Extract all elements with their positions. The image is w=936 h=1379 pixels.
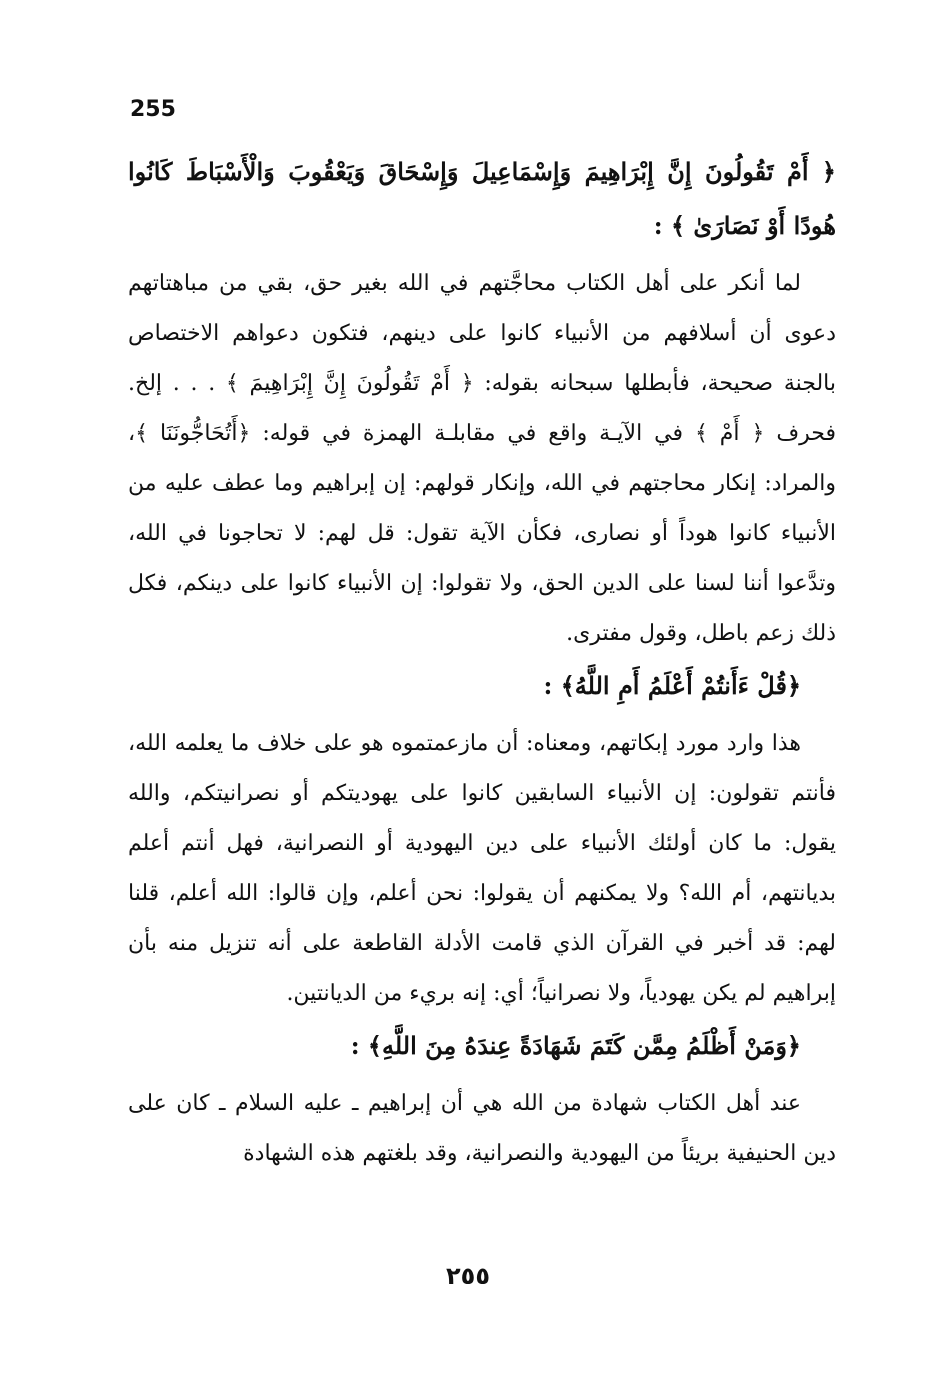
page-body — [128, 145, 836, 1179]
page-number-top: 255 — [130, 97, 176, 122]
quran-verse-heading: ﴿وَمَنْ أَظْلَمُ مِمَّن كَتَمَ شَهَادَةً عِندَهُ مِنَ اللَّهِ﴾ : — [350, 1031, 801, 1060]
page-number-bottom: ٢٥٥ — [446, 1262, 490, 1290]
commentary-paragraph: لما أنكر على أهل الكتاب محاجَّتهم في الله بغير حق، بقي من مباهتاتهم دعوى أن أسلافهم من الأنبياء كانوا على دينهم، فتكون دعواهم الاختصاص بالجنة صحيحة، فأبطلها سبحانه بقوله: ﴿ أَمْ تَقُولُونَ إِنَّ إِبْرَاهِيمَ ﴾ . . . إلخ. فحرف ﴿ أَمْ ﴾ في الآيـة واقع في مقابلـة الهمزة في قوله: ﴿أَتُحَاجُّونَنَا ﴾، والمراد: إنكار محاجتهم في الله، وإنكار قولهم: إن إبراهيم وما عطف عليه من الأنبياء كانوا هوداً أو نصارى، فكأن الآية تقول: قل لهم: لا تحاجونا في الله، وتدَّعوا أننا لسنا على الدين الحق، ولا تقولوا: إن الأنبياء كانوا على دينكم، فكل ذلك زعم باطل، وقول مفترى. — [128, 271, 837, 646]
quran-verse-heading: ﴿ أَمْ تَقُولُونَ إِنَّ إِبْرَاهِيمَ وَإِسْمَاعِيلَ وَإِسْحَاقَ وَيَعْقُوبَ وَالْأَسْبَاطَ كَانُوا هُودًا أَوْ نَصَارَىٰ ﴾ : — [128, 157, 836, 240]
commentary-paragraph: عند أهل الكتاب شهادة من الله هي أن إبراهيم ـ عليه السلام ـ كان على دين الحنيفية بريئاً من اليهودية والنصرانية، وقد بلغتهم هذه الشهادة — [128, 1091, 836, 1166]
commentary-paragraph: هذا وارد مورد إبكاتهم، ومعناه: أن مازعمتموه هو على خلاف ما يعلمه الله، فأنتم تقولون: إن الأنبياء السابقين كانوا على يهوديتكم أو نصرانيتكم، والله يقول: ما كان أولئك الأنبياء على دين اليهودية أو النصرانية، فهل أنتم أعلم بديانتهم، أم الله؟ ولا يمكنهم أن يقولوا: نحن أعلم، وإن قالوا: الله أعلم، قلنا لهم: قد أخبر في القرآن الذي قامت الأدلة القاطعة على أنه تنزيل منه بأن إبراهيم لم يكن يهودياً، ولا نصرانياً؛ أي: إنه بريء من الديانتين. — [128, 731, 836, 1006]
quran-verse-heading: ﴿قُلْ ءَأَنتُمْ أَعْلَمُ أَمِ اللَّهُ﴾ : — [543, 671, 801, 700]
